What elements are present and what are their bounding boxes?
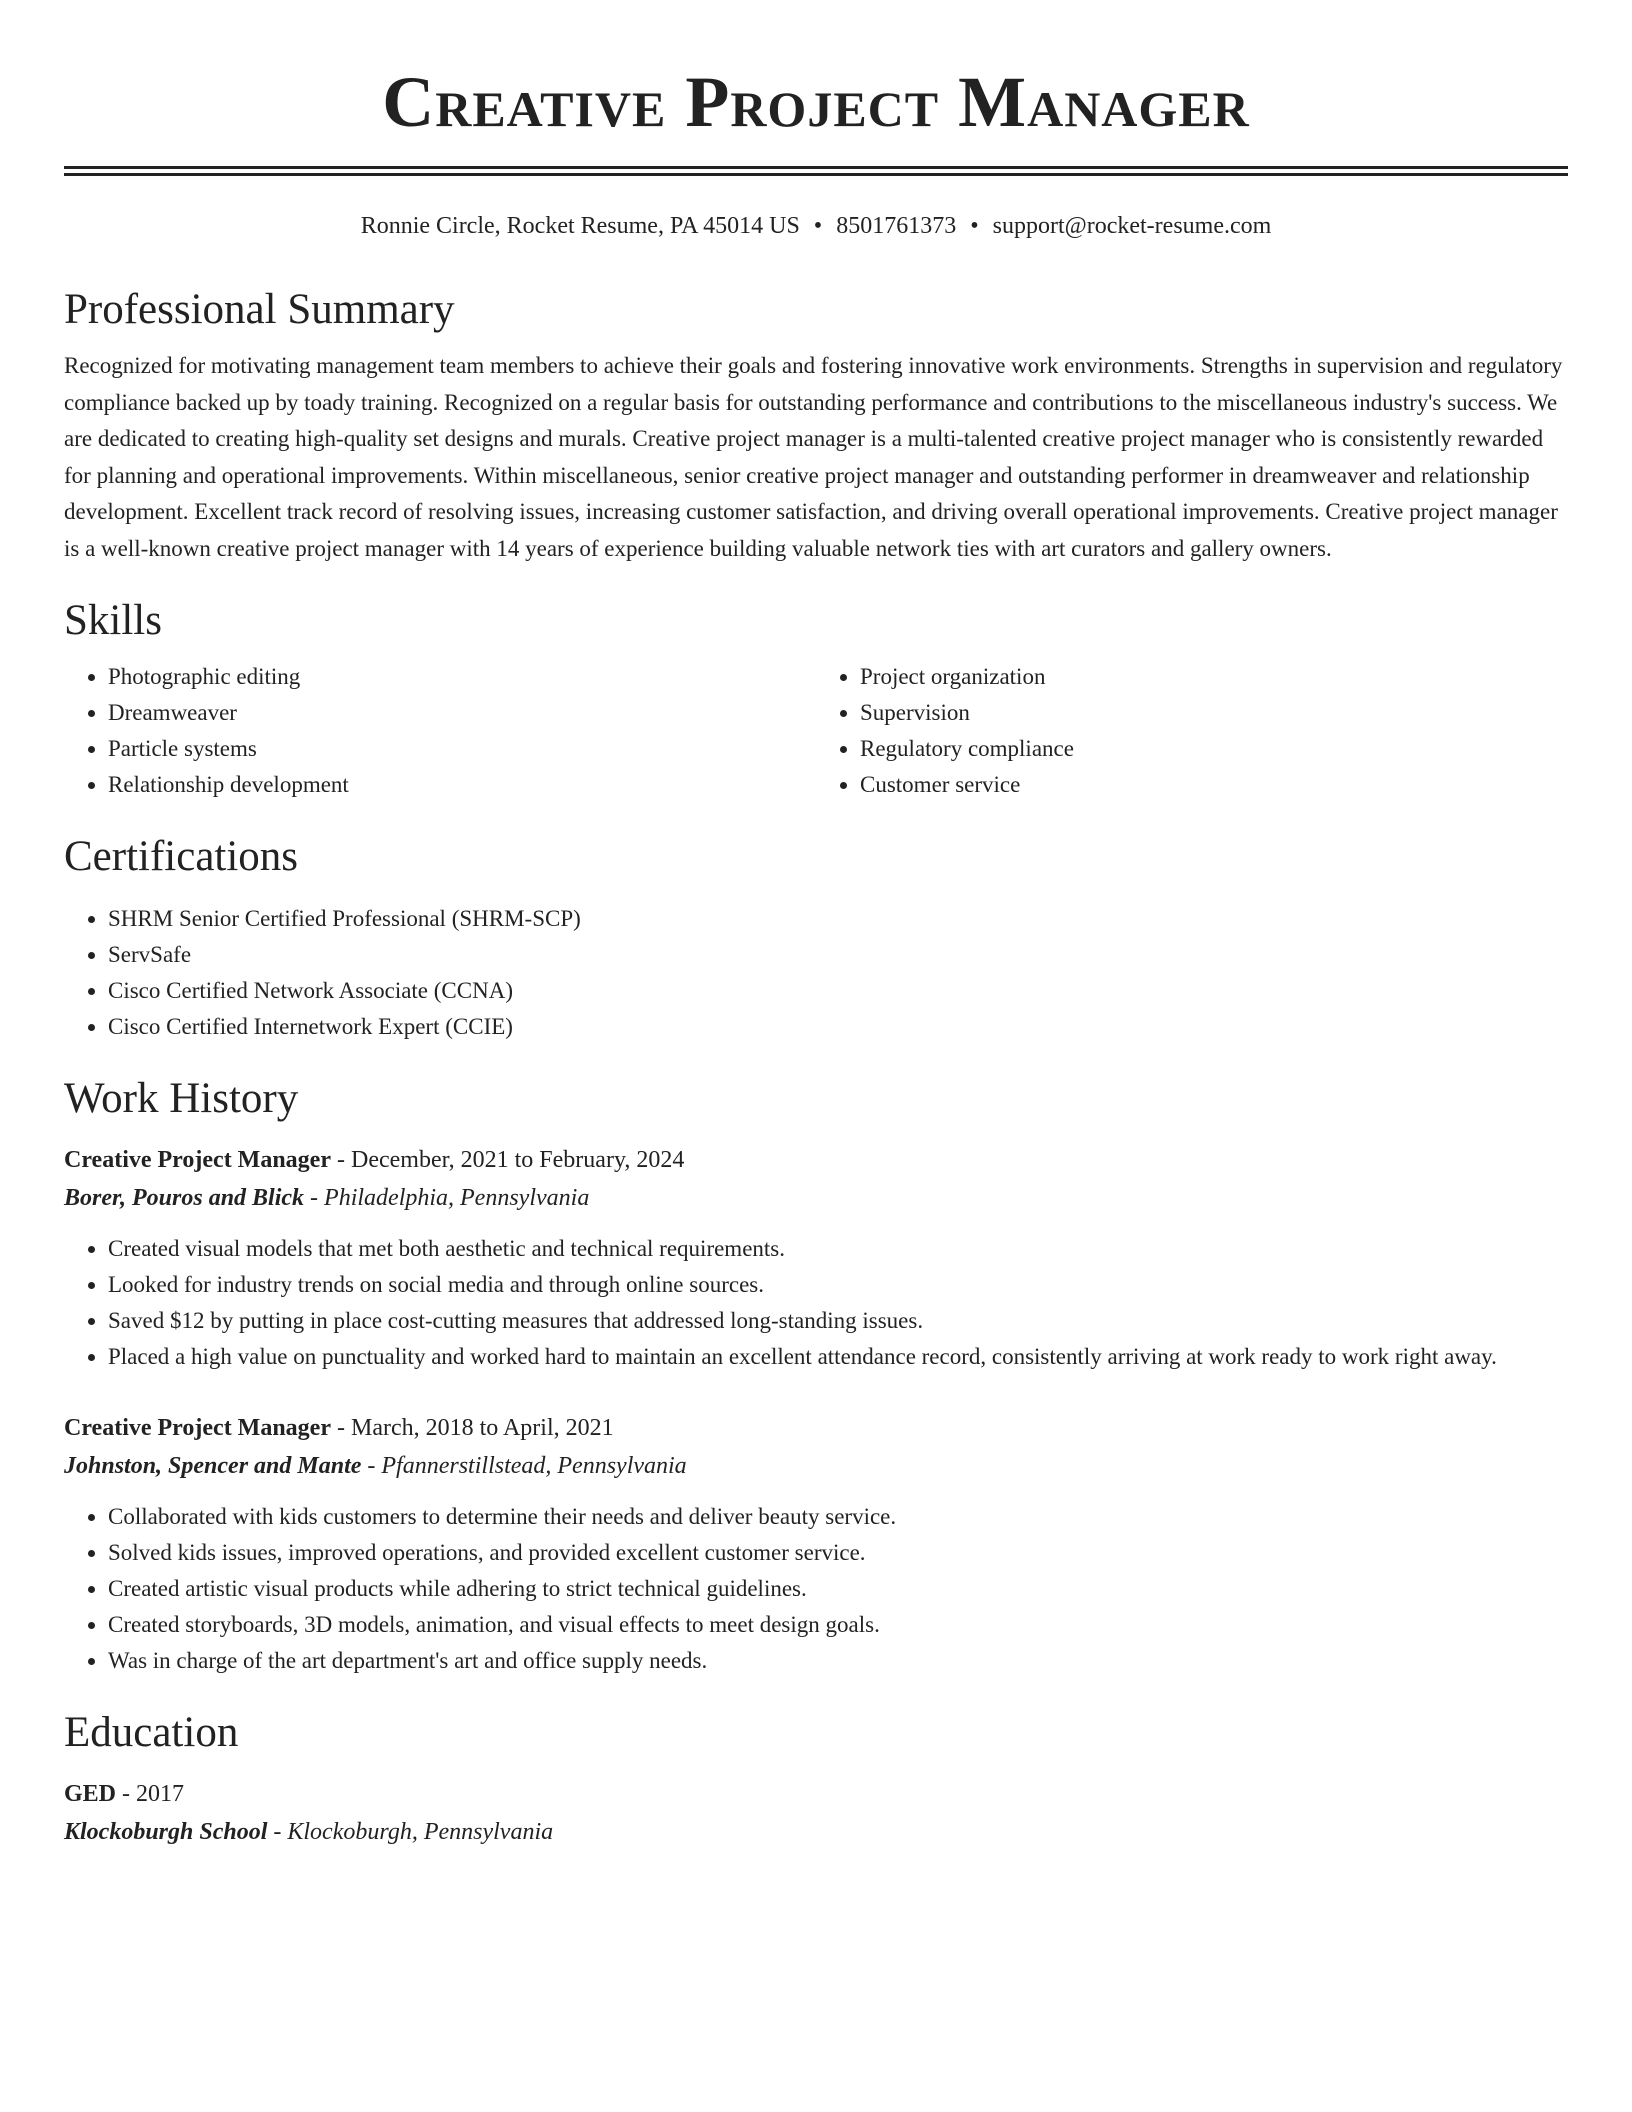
job-dates: - December, 2021 to February, 2024	[331, 1147, 685, 1173]
school-location: - Klockoburgh, Pennsylvania	[267, 1819, 554, 1845]
school-line	[64, 1813, 1568, 1851]
certifications-heading: Certifications	[64, 833, 299, 880]
job-duty: • Looked for industry trends on social media and through online sources.	[108, 1267, 1568, 1303]
work-history-heading: Work History	[64, 1075, 299, 1122]
job-duty: • Was in charge of the art department's art and office supply needs.	[108, 1643, 1568, 1679]
skill-item: • Relationship development	[108, 767, 816, 803]
contact-address: Ronnie Circle, Rocket Resume, PA 45014 US	[360, 213, 800, 239]
employer-name: Johnston, Spencer and Mante	[64, 1453, 362, 1479]
contact-separator: •	[813, 213, 823, 239]
job-duty: • Placed a high value on punctuality and worked hard to maintain an excellent attendance record, consistently arriving at work ready to work right away.	[108, 1339, 1568, 1375]
certification-item: • Cisco Certified Network Associate (CCNA)	[108, 973, 1568, 1009]
graduation-year: - 2017	[116, 1781, 185, 1807]
education-heading: Education	[64, 1709, 239, 1756]
job-title: Creative Project Manager	[64, 1415, 331, 1441]
job-duty: • Solved kids issues, improved operations, and provided excellent customer service.	[108, 1535, 1568, 1571]
skill-item: • Supervision	[860, 695, 1568, 731]
job-entry	[64, 1141, 1568, 1375]
contact-email: support@rocket-resume.com	[992, 213, 1272, 239]
contact-separator: •	[970, 213, 979, 239]
skills-list-right	[816, 659, 1568, 803]
job-duty: • Saved $12 by putting in place cost-cutting measures that addressed long-standing issues.	[108, 1303, 1568, 1339]
job-duties-list	[64, 1231, 1568, 1375]
skills-heading: Skills	[64, 597, 162, 644]
skill-item: • Dreamweaver	[108, 695, 816, 731]
skills-column-right	[816, 659, 1568, 803]
resume-title: Creative Project Manager	[382, 62, 1250, 142]
job-duty: • Created artistic visual products while adhering to strict technical guidelines.	[108, 1571, 1568, 1607]
job-duty: • Created storyboards, 3D models, animation, and visual effects to meet design goals.	[108, 1607, 1568, 1643]
job-dates: - March, 2018 to April, 2021	[331, 1415, 614, 1441]
job-title: Creative Project Manager	[64, 1147, 331, 1173]
skill-item: • Particle systems	[108, 731, 816, 767]
employer-line	[64, 1179, 1568, 1217]
job-duties-list	[64, 1499, 1568, 1679]
school-name: Klockoburgh School	[64, 1819, 268, 1845]
contact-phone: 8501761373	[836, 213, 957, 239]
certifications-list	[64, 901, 1568, 1045]
skill-item: • Project organization	[860, 659, 1568, 695]
job-duty: • Created visual models that met both aesthetic and technical requirements.	[108, 1231, 1568, 1267]
certification-item: • SHRM Senior Certified Professional (SHRM-SCP)	[108, 901, 1568, 937]
certification-item: • Cisco Certified Internetwork Expert (CCIE)	[108, 1009, 1568, 1045]
job-title-line	[64, 1141, 1568, 1179]
job-duty: • Collaborated with kids customers to determine their needs and deliver beauty service.	[108, 1499, 1568, 1535]
skill-item: • Customer service	[860, 767, 1568, 803]
employer-location: - Pfannerstillstead, Pennsylvania	[361, 1453, 687, 1479]
summary-heading: Professional Summary	[64, 286, 455, 333]
skills-column-left	[64, 659, 816, 803]
education-entry	[64, 1775, 1568, 1851]
skills-list-left	[64, 659, 816, 803]
skills-grid	[64, 659, 1568, 803]
title-divider	[64, 166, 1568, 176]
degree-line	[64, 1775, 1568, 1813]
employer-line	[64, 1447, 1568, 1485]
job-entry	[64, 1409, 1568, 1679]
employer-name: Borer, Pouros and Blick	[64, 1185, 305, 1211]
contact-line	[64, 210, 1568, 242]
skill-item: • Photographic editing	[108, 659, 816, 695]
summary-text: Recognized for motivating management team members to achieve their goals and fostering innovative work environments. Strengths in supervision and regulatory compliance backed up by toady training. Recognized on a regular basis for outstanding performance and contributions to the miscellaneous industry's success. We are dedicated to creating high-quality set designs and murals. Creative project manager is a multi-talented creative project manager who is consistently rewarded for planning and operational improvements. Within miscellaneous, senior creative project manager and outstanding performer in dreamweaver and relationship development. Excellent track record of resolving issues, increasing customer satisfaction, and driving overall operational improvements. Creative project manager is a well-known creative project manager with 14 years of experience building valuable network ties with art curators and gallery owners.	[64, 353, 1563, 561]
degree: GED	[64, 1781, 117, 1807]
certification-item: • ServSafe	[108, 937, 1568, 973]
employer-location: - Philadelphia, Pennsylvania	[304, 1185, 590, 1211]
job-title-line	[64, 1409, 1568, 1447]
skill-item: • Regulatory compliance	[860, 731, 1568, 767]
